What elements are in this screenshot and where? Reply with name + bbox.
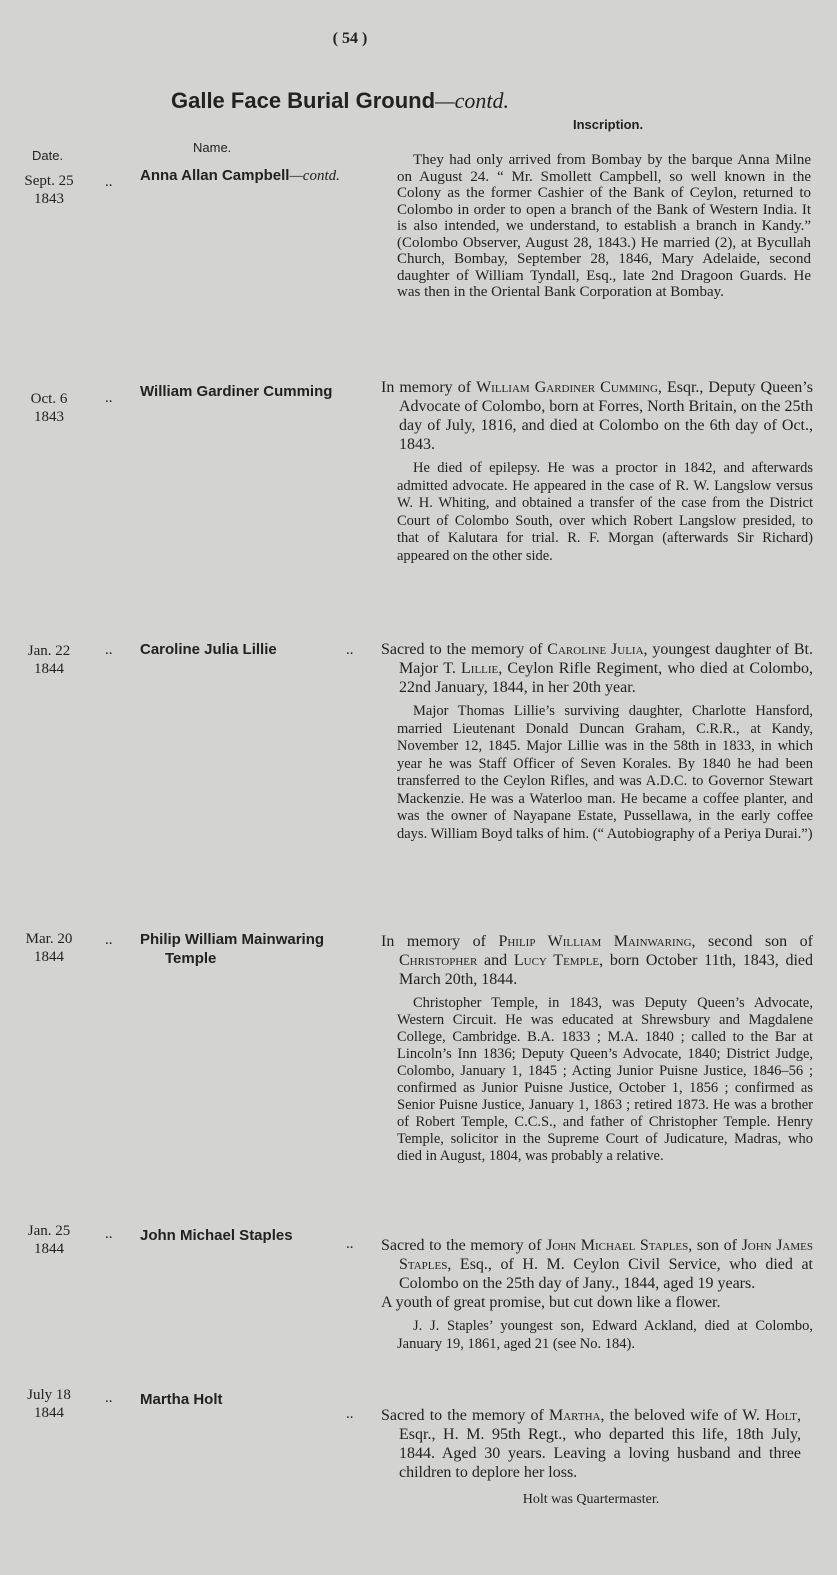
inscription-text: In memory of William Gardiner Cumming, Esqr., Deputy Queen’s Advocate of Colombo, born at Forres, North Britain, on the 25th day of July, 1816, and died at Colombo on the 6th day of Oct., 1843. — [381, 379, 813, 453]
entry-inscription — [381, 640, 813, 843]
inscription-text: Sacred to the memory of John Michael Staples, son of John James Staples, Esq., of H. M. Ceylon Civil Service, who died at Colombo on the 25th day of Jany., 1844, aged 19 years. — [381, 1237, 813, 1292]
inscription-note: Major Thomas Lillie’s surviving daughter, Charlotte Hansford, married Lieutenant Donald Duncan Graham, C.R.R., at Kandy, November 12, 1845. Major Lillie was in the 58th in 1833, in which year he was Staff Officer of Seven Korales. By 1840 he had been transferred to the Ceylon Rifles, and was A.D.C. to Governor Stewart Mackenzie. He was a Waterloo man. He became a coffee planter, and was the owner of Nayapane Estate, Pussellawa, in the early coffee days. William Boyd talks of him. (“ Autobiography of a Periya Durai.”) — [397, 703, 813, 842]
page-title: Galle Face Burial Ground—contd. — [170, 88, 510, 113]
leader-dots: .. — [346, 642, 354, 658]
entry-inscription — [381, 932, 813, 1165]
page-number: ( 54 ) — [332, 30, 368, 47]
inscription-note: He died of epilepsy. He was a proctor in 1842, and afterwards admitted advocate. He appeared in the case of R. W. Langslow versus W. H. Whiting, and obtained a transfer of the case from the District Court of Colombo South, over which Robert Langslow presided, to that of Kalutara for trial. R. F. Morgan (afterwards Sir Richard) appeared on the other side. — [397, 460, 813, 564]
entry-date: Jan. 22 1844 — [27, 643, 71, 677]
entry-name: William Gardiner Cumming — [140, 383, 333, 400]
entry-inscription — [381, 1236, 813, 1353]
entry-inscription — [381, 152, 811, 301]
entry-name: John Michael Staples — [140, 1227, 293, 1244]
leader-dots: .. — [105, 642, 113, 658]
entry-date: Jan. 25 1844 — [27, 1223, 71, 1257]
leader-dots: .. — [105, 174, 113, 190]
inscription-column-header: Inscription. — [573, 117, 644, 132]
leader-dots: .. — [346, 1406, 354, 1422]
name-column-header: Name. — [193, 140, 232, 155]
entry-date: Sept. 25 1843 — [24, 173, 74, 207]
leader-dots: .. — [105, 1390, 113, 1406]
inscription-text: In memory of Philip William Mainwaring, second son of Christopher and Lucy Temple, born October 11th, 1843, died March 20th, 1844. — [381, 933, 813, 988]
leader-dots: .. — [105, 390, 113, 406]
inscription-note: Christopher Temple, in 1843, was Deputy Queen’s Advocate, Western Circuit. He was educated at Shrewsbury and Magdalene College, Cambridge. B.A. 1833 ; M.A. 1840 ; called to the Bar at Lincoln’s Inn 1836; Deputy Queen’s Advocate, 1840; District Judge, Colombo, January 1, 1845 ; Acting Junior Puisne Justice, 1846–56 ; confirmed as Junior Puisne Justice, October 1, 1856 ; confirmed as Senior Puisne Justice, January 1, 1863 ; retired 1873. He was a brother of Robert Temple, C.C.S., and father of Christopher Temple. Henry Temple, solicitor in the Supreme Court of Judicature, Madras, who died in August, 1804, was probably a relative. — [397, 995, 813, 1164]
entry-inscription — [381, 378, 813, 565]
entry-name: Philip William Mainwaring Temple — [140, 931, 325, 967]
inscription-text: They had only arrived from Bombay by the barque Anna Milne on August 24. “ Mr. Smollett Campbell, so well known in the Colony as the former Cashier of the Bank of Ceylon, returned to Colombo in order to open a branch of the Bank of Western India. It is also intended, we understand, to establish a branch in Kandy.” (Colombo Observer, August 28, 1843.) He married (2), at Bycullah Church, Bombay, September 28, 1846, Mary Adelaide, second daughter of William Tyndall, Esq., late 2nd Dragoon Guards. He was then in the Oriental Bank Corporation at Bombay. — [397, 152, 811, 300]
entry-date: Oct. 6 1843 — [30, 391, 68, 425]
inscription-text: Sacred to the memory of Martha, the beloved wife of W. Holt, Esqr., H. M. 95th Regt., who departed this life, 18th July, 1844. Aged 30 years. Leaving a loving husband and three children to deplore her loss. — [381, 1407, 802, 1481]
date-column-header: Date. — [32, 148, 64, 163]
leader-dots: .. — [105, 1226, 113, 1242]
entry-date: July 18 1844 — [27, 1387, 71, 1421]
entry-date: Mar. 20 1844 — [25, 931, 73, 965]
leader-dots: .. — [105, 932, 113, 948]
entry-inscription — [381, 1406, 801, 1509]
inscription-note: Holt was Quartermaster. — [522, 1492, 660, 1507]
entry-name: Caroline Julia Lillie — [140, 641, 277, 658]
entry-name: Anna Allan Campbell—contd. — [140, 167, 340, 184]
inscription-note: J. J. Staples’ youngest son, Edward Ackland, died at Colombo, January 19, 1861, aged 21 (see No. 184). — [397, 1318, 813, 1352]
entry-name: Martha Holt — [140, 1391, 223, 1408]
inscription-text: Sacred to the memory of Caroline Julia, youngest daughter of Bt. Major T. Lillie, Ceylon Rifle Regiment, who died at Colombo, 22nd January, 1844, in her 20th year. — [381, 641, 813, 696]
inscription-text: A youth of great promise, but cut down like a flower. — [381, 1294, 721, 1311]
leader-dots: .. — [346, 1236, 354, 1252]
